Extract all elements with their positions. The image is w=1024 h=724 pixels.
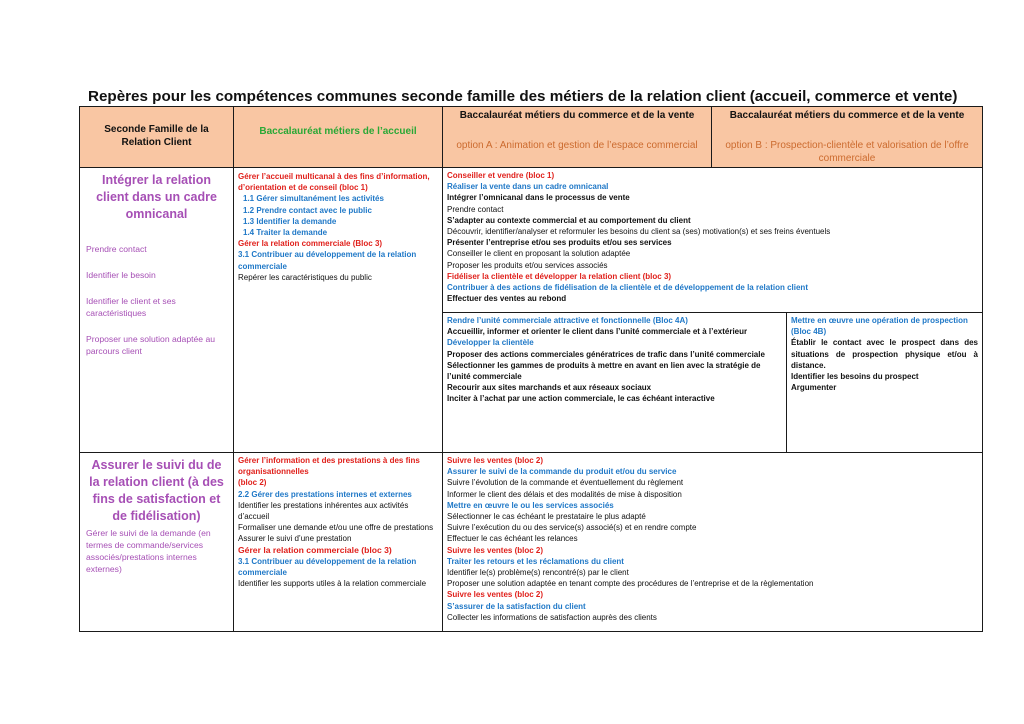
header-option-a-prefix: option A : (456, 140, 500, 151)
row1-item: Identifier le client et ses caractéristiques (86, 296, 176, 318)
row1-commerce-line: S’adapter au contexte commercial et au comportement du client (447, 215, 691, 225)
row1-accueil-line: 1.4 Traiter la demande (243, 228, 328, 238)
row2-commerce-line: Collecter les informations de satisfaction auprès des clients (447, 612, 657, 622)
row2-accueil-line: Gérer la relation commerciale (bloc 3) (238, 544, 392, 555)
row1-item: Prendre contact (86, 244, 147, 254)
header-famille (79, 106, 234, 168)
row1-competence-cell (79, 167, 234, 453)
row1-option-b-line: Établir le contact avec le prospect dans des situations de prospection physique et/ou à distance. (791, 338, 978, 370)
row1-accueil-cell (233, 167, 443, 453)
row1-commerce-line: Conseiller le client en proposant la solution adaptée (447, 249, 631, 259)
row2-accueil-line: Formaliser une demande et/ou une offre de prestations (238, 523, 434, 533)
row2-accueil-line: Assurer le suivi d’une prestation (238, 534, 352, 544)
row1-accueil-line: Gérer l’accueil multicanal à des fins d’information, d’orientation et de conseil (bloc 1) (238, 172, 430, 193)
row1-competence-title: Intégrer la relation client dans un cadre omnicanal (96, 173, 217, 221)
row1-option-a-cell (442, 312, 787, 453)
row1-option-a-line: Proposer des actions commerciales génératrices de trafic dans l’unité commerciale (447, 349, 765, 359)
header-accueil (233, 106, 443, 168)
row1-option-b-line: Argumenter (791, 383, 837, 393)
row1-option-a-line: Sélectionner les gammes de produits à mettre en avant en lien avec la stratégie de l’unité commerciale (447, 360, 761, 382)
row1-option-a-line: Inciter à l’achat par une action commerciale, le cas échéant interactive (447, 394, 715, 404)
row1-accueil-line: Repérer les caractéristiques du public (238, 272, 372, 282)
row2-commerce-line: Suivre les ventes (bloc 2) (447, 590, 544, 600)
row2-commerce-line: S’assurer de la satisfaction du client (447, 601, 586, 611)
row2-item: Gérer le suivi de la demande (en termes de commande/services associés/prestations internes externes) (86, 528, 211, 574)
header-commerce-label-b: Baccalauréat métiers du commerce et de la vente (729, 110, 965, 121)
row2-commerce-line: Suivre les ventes (bloc 2) (447, 545, 544, 555)
row2-commerce-line: Proposer une solution adaptée en tenant compte des procédures de l’entreprise et de la règlementation (447, 579, 814, 589)
header-option-a (442, 106, 712, 168)
row2-accueil-line: Identifier les prestations inhérentes aux activités d’accueil (238, 500, 409, 522)
header-option-b-label (718, 139, 976, 165)
row1-commerce-line: Fidéliser la clientèle et développer la relation client (bloc 3) (447, 271, 672, 281)
row2-accueil-line: 3.1 Contribuer au développement de la relation commerciale (238, 556, 417, 578)
row2-accueil-line: (bloc 2) (238, 478, 267, 488)
row1-commerce-line: Intégrer l’omnicanal dans le processus de vente (447, 193, 630, 203)
row1-option-a-line: Rendre l’unité commerciale attractive et fonctionnelle (Bloc 4A) (447, 316, 688, 325)
row2-competence-title: Assurer le suivi du de la relation client (à des fins de satisfaction et de fidélisation) (89, 458, 224, 523)
row1-item: Identifier le besoin (86, 270, 156, 280)
row2-accueil-cell (233, 452, 443, 632)
header-accueil-label: Baccalauréat métiers de l’accueil (259, 126, 417, 137)
row2-commerce-line: Identifier le(s) problème(s) rencontré(s) par le client (447, 568, 629, 578)
row1-accueil-line: 1.3 Identifier la demande (243, 216, 337, 226)
row2-commerce-line: Assurer le suivi de la commande du produit et/ou du service (447, 467, 677, 477)
header-commerce-label: Baccalauréat métiers du commerce et de la vente (459, 110, 695, 121)
row1-option-a-line: Développer la clientèle (447, 338, 534, 348)
competences-table (79, 106, 983, 632)
row1-commerce-line: Présenter l’entreprise et/ou ses produits et/ou ses services (447, 238, 672, 248)
row2-commerce-line: Suivre l’évolution de la commande et éventuellement du règlement (447, 478, 684, 488)
row2-commerce-line: Sélectionner le cas échéant le prestataire le plus adapté (447, 512, 646, 522)
row1-commerce-line: Prendre contact (447, 204, 504, 214)
header-option-a-text: Animation et gestion de l’espace commercial (499, 140, 698, 151)
row2-commerce-line: Mettre en œuvre le ou les services associés (447, 500, 614, 510)
row1-commerce-line: Conseiller et vendre (bloc 1) (447, 171, 555, 180)
row2-commerce-line: Informer le client des délais et des modalités de mise à disposition (447, 489, 682, 499)
page-title: Repères pour les compétences communes seconde famille des métiers de la relation client (accueil, commerce et vente) (88, 88, 958, 105)
row1-accueil-line: 3.1 Contribuer au développement de la relation commerciale (238, 250, 417, 271)
row2-commerce-cell (442, 452, 983, 632)
header-famille-label: Seconde Famille de la Relation Client (104, 124, 209, 148)
row1-commerce-line: Découvrir, identifier/analyser et reformuler les besoins du client sa (ses) motivation(s) et ses freins éventuels (447, 227, 831, 237)
row1-commerce-line: Proposer les produits et/ou services associés (447, 260, 608, 270)
row1-option-b-line: Mettre en œuvre une opération de prospection (Bloc 4B) (791, 316, 968, 337)
row2-commerce-line: Suivre les ventes (bloc 2) (447, 456, 544, 465)
row2-commerce-line: Traiter les retours et les réclamations du client (447, 556, 624, 566)
row1-commerce-line: Réaliser la vente dans un cadre omnicanal (447, 182, 609, 192)
row1-commerce-line: Effectuer des ventes au rebond (447, 294, 567, 304)
row1-option-b-line: Identifier les besoins du prospect (791, 372, 919, 382)
row1-accueil-line: 1.1 Gérer simultanément les activités (243, 194, 384, 204)
header-option-a-label (449, 139, 705, 152)
row2-accueil-line: Identifier les supports utiles à la relation commerciale (238, 579, 427, 589)
header-option-b (711, 106, 983, 168)
row2-commerce-line: Suivre l’exécution du ou des service(s) associé(s) et en rendre compte (447, 523, 697, 533)
row2-competence-cell (79, 452, 234, 632)
row1-item: Proposer une solution adaptée au parcours client (86, 334, 216, 356)
row1-accueil-line: Gérer la relation commerciale (Bloc 3) (238, 239, 383, 249)
row2-commerce-line: Effectuer le cas échéant les relances (447, 534, 578, 544)
header-option-b-prefix: option B : (725, 140, 771, 151)
row1-option-a-line: Recourir aux sites marchands et aux réseaux sociaux (447, 383, 652, 393)
row1-commerce-line: Contribuer à des actions de fidélisation de la clientèle et de développement de la relation client (447, 283, 808, 293)
row1-accueil-line: 1.2 Prendre contact avec le public (243, 205, 372, 215)
row2-accueil-line: Gérer l’information et des prestations à des fins organisationnelles (238, 456, 420, 477)
header-option-b-text: Prospection-clientèle et valorisation de l’offre commerciale (770, 140, 969, 164)
row2-accueil-line: 2.2 Gérer des prestations internes et externes (238, 489, 412, 499)
row1-commerce-shared-cell (442, 167, 983, 313)
row1-option-a-line: Accueillir, informer et orienter le client dans l’unité commerciale et à l’extérieur (447, 327, 748, 337)
row1-option-b-cell (786, 312, 983, 453)
